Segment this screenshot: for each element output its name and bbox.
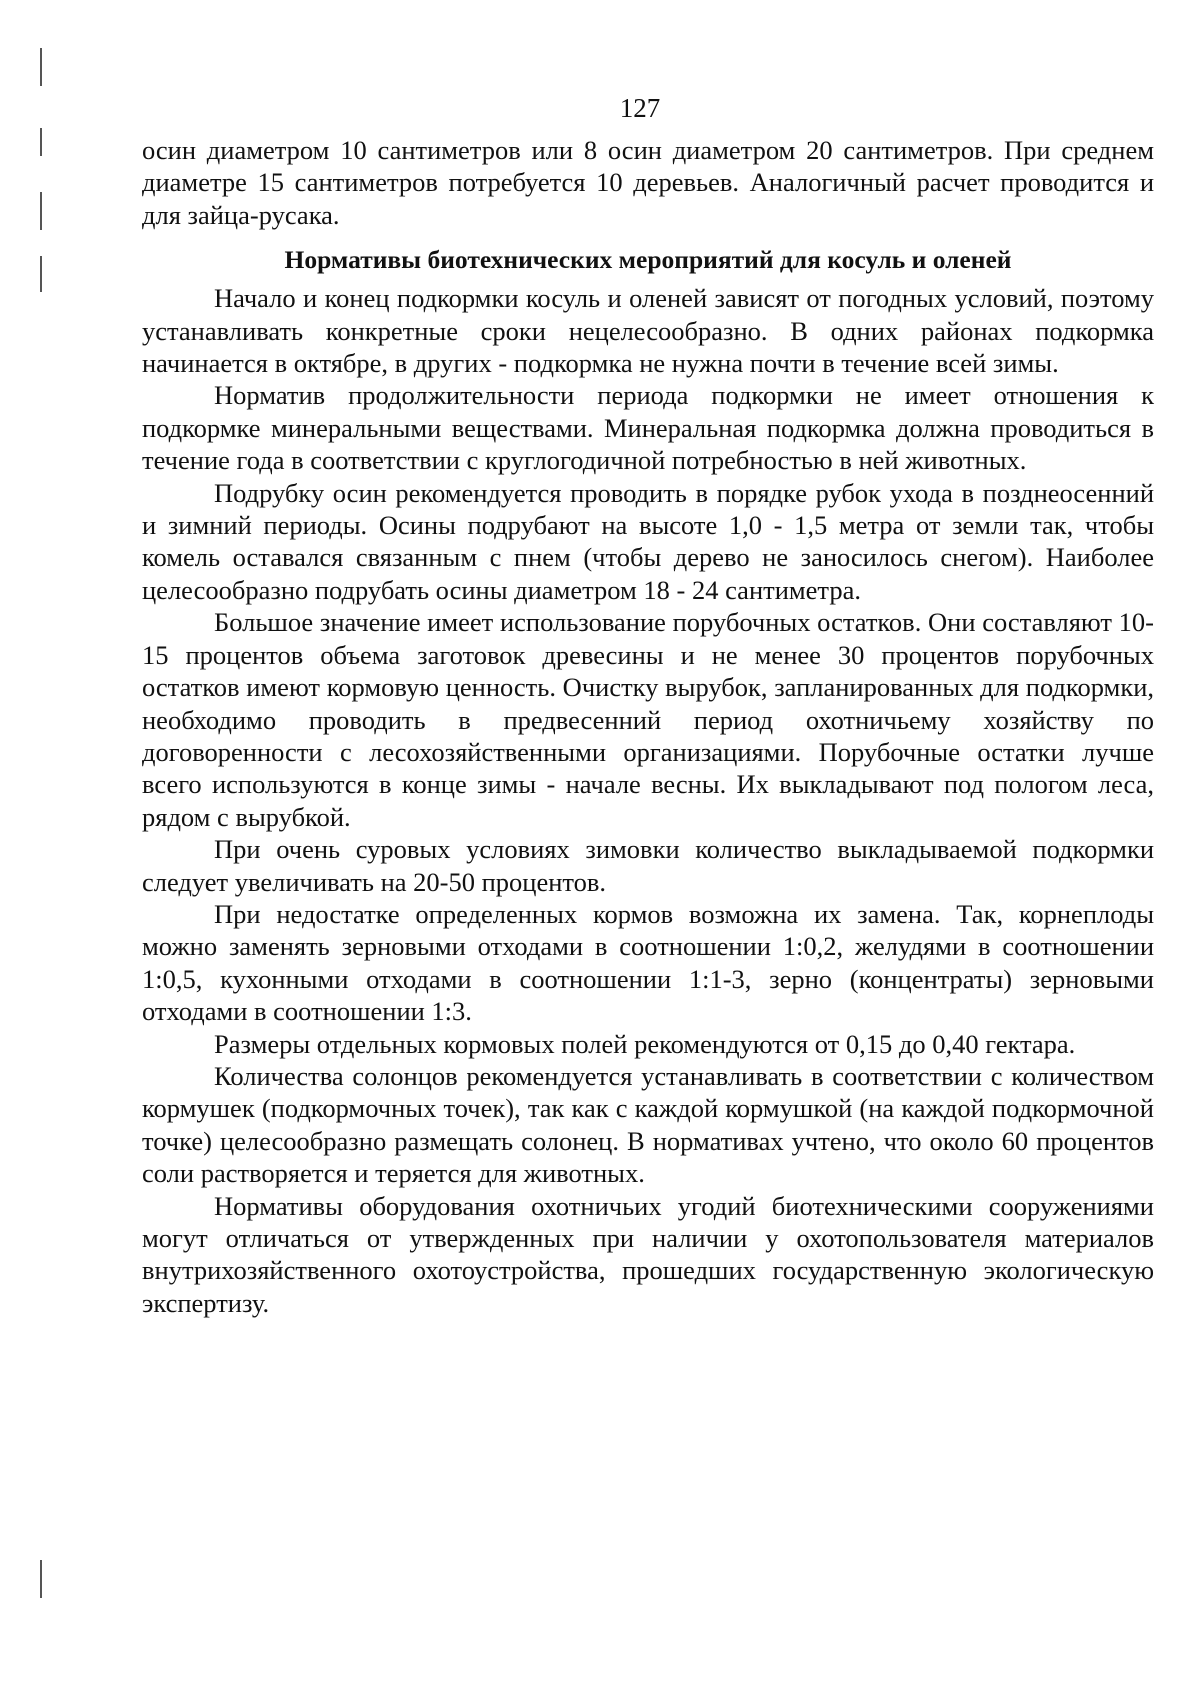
scan-edge-mark (40, 128, 42, 156)
section-heading: Нормативы биотехнических мероприятий для косуль и оленей (284, 245, 1012, 275)
scan-edge-mark (40, 1560, 42, 1598)
document-body (142, 134, 1154, 1319)
intro-paragraph: осин диаметром 10 сантиметров или 8 осин диаметром 20 сантиметров. При среднем диаметре 15 сантиметров потребуется 10 деревьев. Аналогичный расчет проводится и для зайца-русака. (142, 135, 1154, 230)
scan-edge-mark (40, 48, 42, 86)
paragraph: Размеры отдельных кормовых полей рекомендуются от 0,15 до 0,40 гектара. (214, 1028, 1076, 1059)
paragraph: Количества солонцов рекомендуется устанавливать в соответствии с количеством кормушек (подкормочных точек), так как с каждой кормушкой (на каждой подкормочной точке) целесообразно размещать солонец. В нормативах учтено, что около 60 процентов соли растворяется и теряется для животных. (142, 1060, 1154, 1189)
paragraph: Норматив продолжительности периода подкормки не имеет отношения к подкормке минеральными веществами. Минеральная подкормка должна проводиться в течение года в соответствии с круглогодичной потребностью в ней животных. (142, 380, 1154, 476)
paragraph: При недостатке определенных кормов возможна их замена. Так, корнеплоды можно заменять зерновыми отходами в соотношении 1:0,2, желудями в соотношении 1:0,5, кухонными отходами в соотношении 1:1-3, зерно (концентраты) зерновыми отходами в соотношении 1:3. (142, 898, 1154, 1027)
page-number: 127 (619, 93, 661, 123)
paragraph: Нормативы оборудования охотничьих угодий биотехническими сооружениями могут отличаться от утвержденных при наличии у охотопользователя материалов внутрихозяйственного охотоустройства, прошедших государственную экологическую экспертизу. (142, 1190, 1154, 1318)
paragraph: При очень суровых условиях зимовки количество выкладываемой подкормки следует увеличивать на 20-50 процентов. (142, 834, 1154, 897)
paragraph: Подрубку осин рекомендуется проводить в порядке рубок ухода в позднеосенний и зимний периоды. Осины подрубают на высоте 1,0 - 1,5 метра от земли так, чтобы комель оставался связанным с пнем (чтобы дерево не заносилось снегом). Наиболее целесообразно подрубать осины диаметром 18 - 24 сантиметра. (142, 477, 1154, 605)
scan-edge-mark (40, 256, 42, 292)
scan-edge-mark (40, 192, 42, 230)
paragraph: Большое значение имеет использование порубочных остатков. Они составляют 10-15 процентов объема заготовок древесины и не менее 30 процентов порубочных остатков имеют кормовую ценность. Очистку вырубок, запланированных для подкормки, необходимо проводить в предвесенний период охотничьему хозяйству по договоренности с лесохозяйственными организациями. Порубочные остатки лучше всего используются в конце зимы - начале весны. Их выкладывают под пологом леса, рядом с вырубкой. (142, 607, 1154, 832)
paragraph: Начало и конец подкормки косуль и оленей зависят от погодных условий, поэтому устанавливать конкретные сроки нецелесообразно. В одних районах подкормка начинается в октябре, в других - подкормка не нужна почти в течение всей зимы. (142, 283, 1154, 379)
